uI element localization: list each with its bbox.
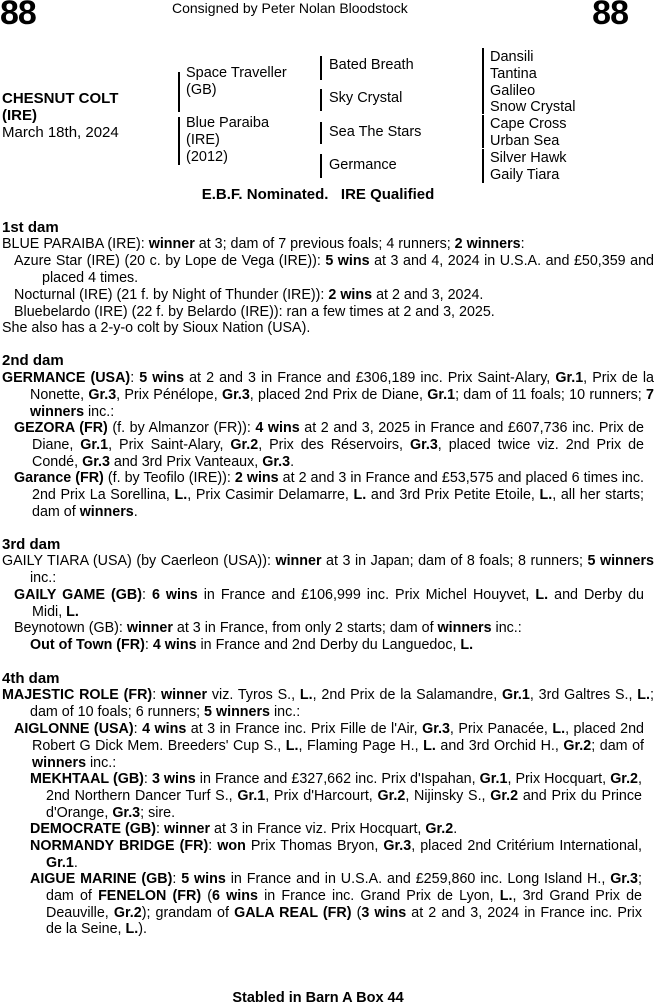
pedigree-line-g2-1 <box>320 56 322 80</box>
nominations: E.B.F. Nominated. IRE Qualified <box>201 186 435 203</box>
produce-aiglonne: AIGLONNE (USA): 4 wins at 3 in France inc. Prix Fille de l'Air, Gr.3, Prix Panacée, L., placed 2nd Robert G Dick Mem. Breeders' Cup S., L., Flaming Page H., L. and 3rd Orchid H., Gr.2; dam of winners inc.: <box>14 721 645 771</box>
section-4th-dam: 4th dam <box>2 670 60 687</box>
section-3rd-dam: 3rd dam <box>2 536 61 553</box>
grandsire-maternal: Sea The Stars <box>329 124 422 140</box>
consignor: Consigned by Peter Nolan Bloodstock <box>172 0 408 16</box>
second-dam-germance: GERMANCE (USA): 5 wins at 2 and 3 in France and £306,189 inc. Prix Saint-Alary, Gr.1, Prix de la Nonette, Gr.3, Prix Pénélope, Gr.3, placed 2nd Prix de Diane, Gr.1; dam of 11 foals; 10 runners; 7 winners inc.: <box>2 370 654 420</box>
third-generation: Dansili Tantina Galileo Snow Crystal Cape Cross Urban Sea Silver Hawk Gaily Tiara <box>490 49 576 183</box>
produce-azure-star: Azure Star (IRE) (20 c. by Lope de Vega (IRE)): 5 wins at 3 and 4, 2024 in U.S.A. and £50,359 and placed 4 times. <box>14 253 654 286</box>
fourth-dam-majestic-role: MAJESTIC ROLE (FR): winner viz. Tyros S., L., 2nd Prix de la Salamandre, Gr.1, 3rd Galtres S., L.; dam of 10 foals; 6 runners; 5 winners inc.: <box>2 687 654 720</box>
produce-bluebelardo: Bluebelardo (IRE) (22 f. by Belardo (IRE)): ran a few times at 2 and 3, 2025. <box>14 304 495 320</box>
produce-aigue-marine: AIGUE MARINE (GB): 5 wins in France and in U.S.A. and £259,860 inc. Long Island H., Gr.3; dam of FENELON (FR) (6 wins in France inc. Grand Prix de Lyon, L., 3rd Grand Prix de Deauville, Gr.2); grandam of GALA REAL (FR) (3 wins at 2 and 3, 2024 in France inc. Prix de la Seine, L.). <box>30 871 642 938</box>
sire-name: Space Traveller (GB) <box>186 65 287 98</box>
produce-normandy-bridge: NORMANDY BRIDGE (FR): won Prix Thomas Bryon, Gr.3, placed 2nd Critérium International, Gr.1. <box>30 838 642 871</box>
produce-democrate: DEMOCRATE (GB): winner at 3 in France viz. Prix Hocquart, Gr.2. <box>30 821 458 837</box>
dam-paragraph: BLUE PARAIBA (IRE): winner at 3; dam of 7 previous foals; 4 runners; 2 winners: <box>2 236 525 252</box>
pedigree-line-g2-2 <box>320 89 322 111</box>
produce-gezora: GEZORA (FR) (f. by Almanzor (FR)): 4 wins at 2 and 3, 2025 in France and £607,736 inc. Prix de Diane, Gr.1, Prix Saint-Alary, Gr.2, Prix des Réservoirs, Gr.3, placed twice viz. 2nd Prix de Condé, Gr.3 and 3rd Prix Vanteaux, Gr.3. <box>14 420 644 470</box>
lot-number-left: 88 <box>0 0 36 32</box>
produce-garance: Garance (FR) (f. by Teofilo (IRE)): 2 wins at 2 and 3 in France and £53,575 and placed 6 times inc. 2nd Prix La Sorellina, L., Prix Casimir Delamarre, L. and 3rd Prix Petite Etoile, L., all her starts; dam of winners. <box>14 470 645 520</box>
dam-name: Blue Paraiba (IRE) (2012) <box>186 115 270 165</box>
produce-out-of-town: Out of Town (FR): 4 wins in France and 2nd Derby du Languedoc, L. <box>30 637 474 653</box>
grandsire-paternal: Bated Breath <box>329 57 414 73</box>
produce-nocturnal: Nocturnal (IRE) (21 f. by Night of Thunder (IRE)): 2 wins at 2 and 3, 2024. <box>14 287 484 303</box>
produce-mekhtaal: MEKHTAAL (GB): 3 wins in France and £327,662 inc. Prix d'Ispahan, Gr.1, Prix Hocquart, Gr.2, 2nd Northern Dancer Turf S., Gr.1, Prix d'Harcourt, Gr.2, Nijinsky S., Gr.2 and Prix du Prince d'Orange, Gr.3; sire. <box>30 771 642 821</box>
pedigree-line-dam <box>178 117 180 165</box>
produce-beynotown: Beynotown (GB): winner at 3 in France, from only 2 starts; dam of winners inc.: <box>14 620 522 636</box>
pedigree-line-g2-3 <box>320 122 322 144</box>
pedigree-line-sire <box>178 72 180 112</box>
pedigree-line-g3-3 <box>482 115 484 148</box>
section-2nd-dam: 2nd dam <box>2 352 64 369</box>
pedigree-line-g3-1 <box>482 48 484 82</box>
pedigree-line-g3-4 <box>482 149 484 183</box>
granddam-maternal: Germance <box>329 157 397 173</box>
lot-number-right: 88 <box>592 0 628 32</box>
produce-gaily-game: GAILY GAME (GB): 6 wins in France and £106,999 inc. Prix Michel Houyvet, L. and Derby du Midi, L. <box>14 587 645 620</box>
pedigree-line-g3-2 <box>482 82 484 114</box>
produce-yearling-note: She also has a 2-y-o colt by Sioux Nation (USA). <box>2 320 311 336</box>
horse-sex-color: CHESNUT COLT <box>2 90 119 107</box>
third-dam-gaily-tiara: GAILY TIARA (USA) (by Caerleon (USA)): winner at 3 in Japan; dam of 8 foals; 8 runners; 5 winners inc.: <box>2 553 654 586</box>
horse-dob: March 18th, 2024 <box>2 124 119 141</box>
granddam-paternal: Sky Crystal <box>329 90 403 106</box>
stabling-footer: Stabled in Barn A Box 44 <box>232 990 404 1006</box>
section-1st-dam: 1st dam <box>2 219 59 236</box>
pedigree-line-g2-4 <box>320 154 322 178</box>
horse-origin: (IRE) <box>2 107 37 124</box>
